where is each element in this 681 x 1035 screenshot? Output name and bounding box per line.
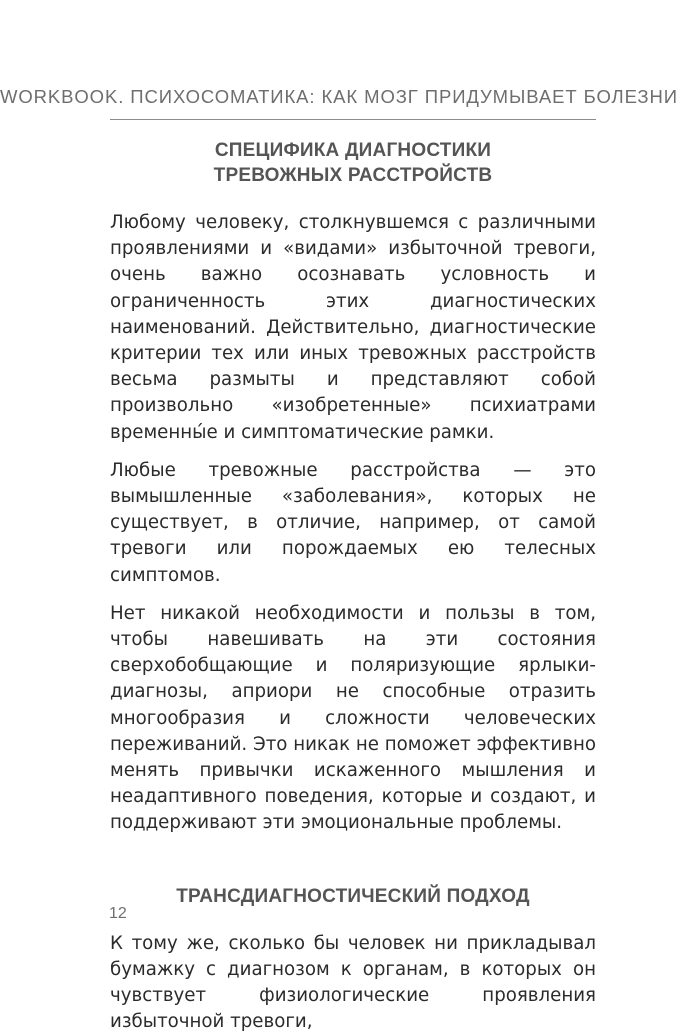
- section-heading-transdiagnostic: ТРАНСДИАГНОСТИЧЕСКИЙ ПОДХОД: [176, 885, 530, 907]
- page-body: [110, 138, 596, 1035]
- section-heading-line-1: СПЕЦИФИКА ДИАГНОСТИКИ: [214, 140, 492, 161]
- paragraph-3: Нет никакой необходимости и пользы в том, чтобы навешивать на эти состояния сверхобобщающие и поляризующие ярлыки-диагнозы, априори не способные отразить многообразия и сложности человеческих переживаний. Это никак не поможет эффективно менять привычки искаженного мышления и неадаптивного поведения, которые и создают, и поддерживают эти эмоциональные проблемы.: [110, 602, 596, 834]
- section-heading-line-2: ТРЕВОЖНЫХ РАССТРОЙСТВ: [213, 165, 493, 186]
- paragraph-4: К тому же, сколько бы человек ни прикладывал бумажку с диагнозом к органам, в которых он чувствует физиологические проявления избыточной тревоги,: [110, 932, 596, 1033]
- paragraph-2: Любые тревожные расстройства — это вымышленные «заболевания», которых не существует, в отличие, например, от самой тревоги или порождаемых ею телесных симптомов.: [110, 459, 596, 586]
- paragraph-1: Любому человеку, столкнувшемся с различными проявлениями и «видами» избыточной тревоги, очень важно осознавать условность и ограниченность этих диагностических наименований. Действительно, диагностические критерии тех или иных тревожных расстройств весьма размыты и представляют собой произвольно «изобретенные» психиатрами временны́е и симптоматические рамки.: [110, 212, 596, 443]
- page-number: 12: [109, 905, 127, 922]
- running-head: WORKBOOK. ПСИХОСОМАТИКА: КАК МОЗГ ПРИДУМЫВАЕТ БОЛЕЗНИ: [0, 86, 678, 107]
- header-rule: [110, 119, 596, 120]
- section-heading-diagnostics: [110, 138, 596, 188]
